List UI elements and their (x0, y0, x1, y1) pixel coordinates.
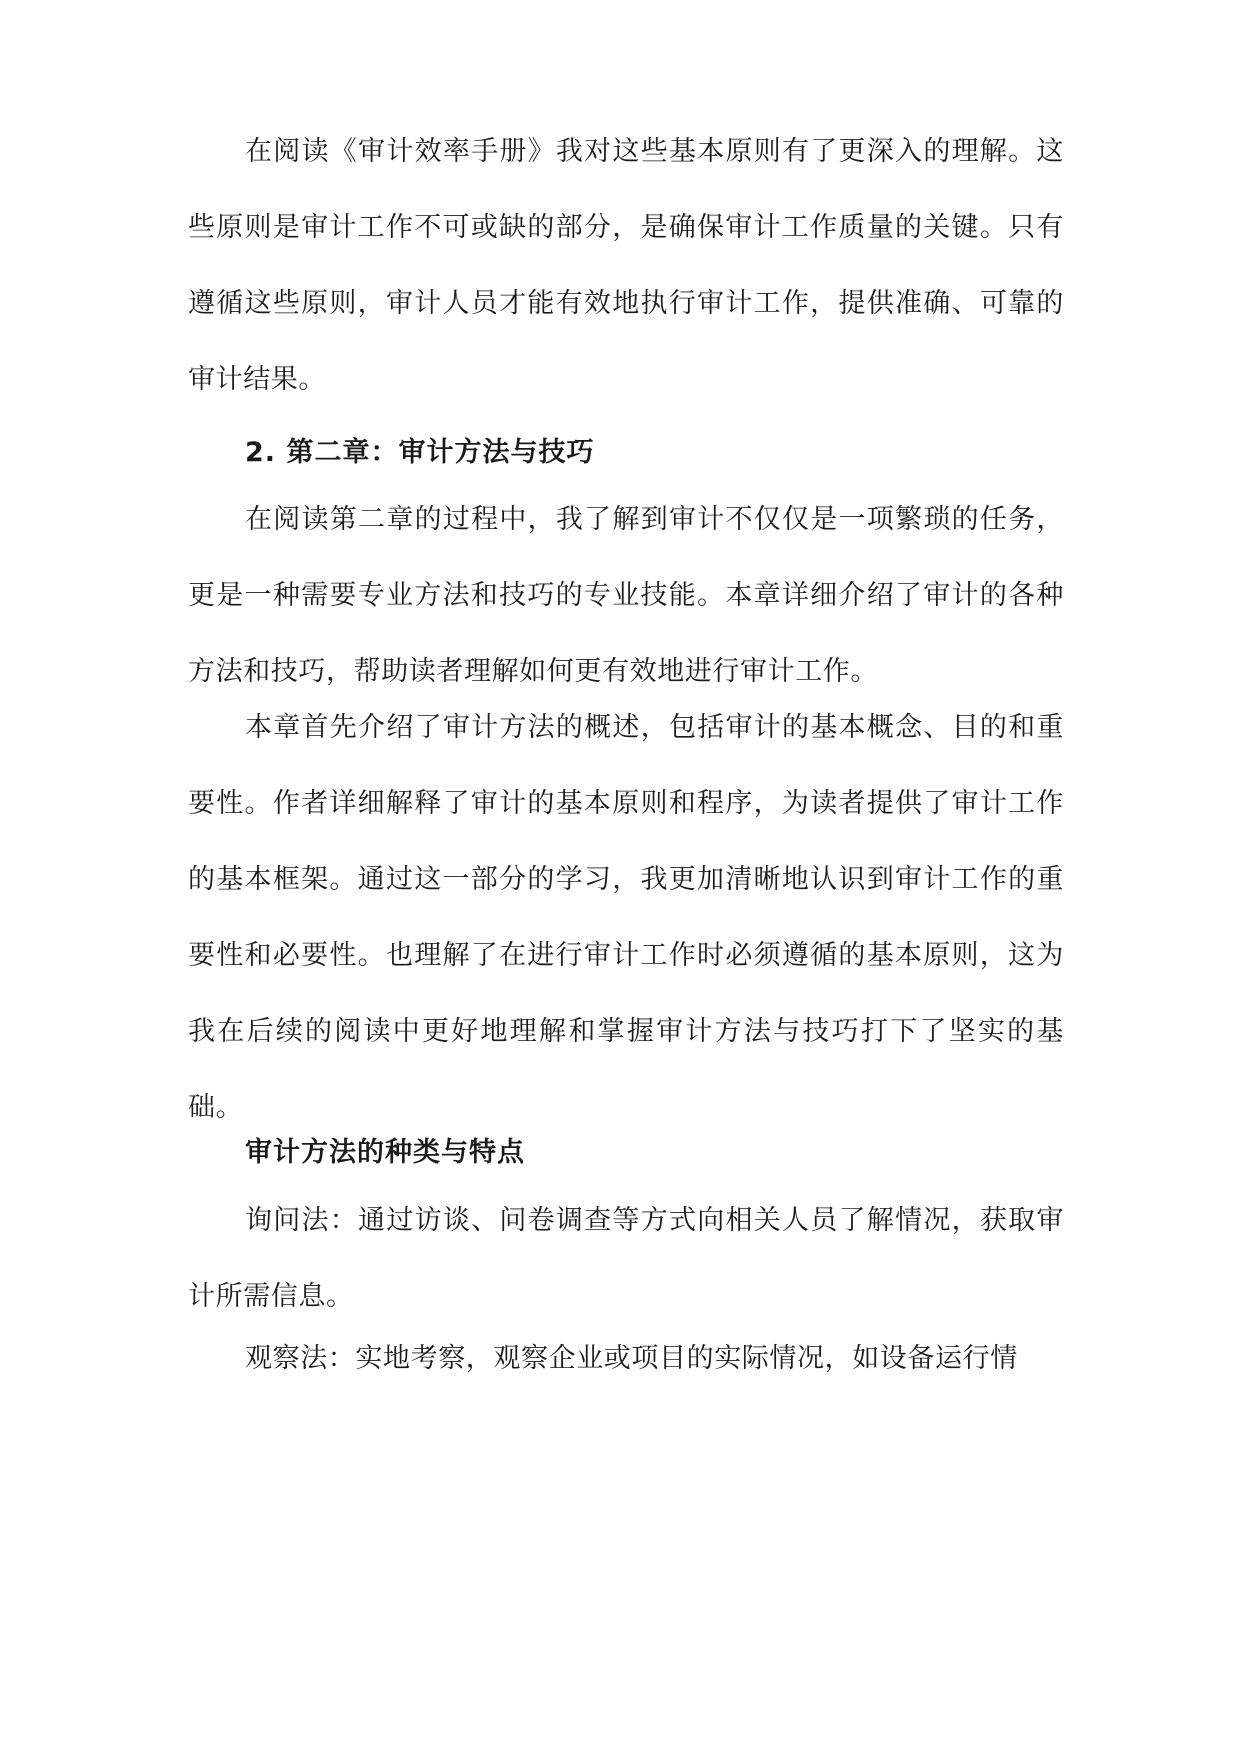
intro-paragraph: 在阅读《审计效率手册》我对这些基本原则有了更深入的理解。这些原则是审计工作不可或缺的部分，是确保审计工作质量的关键。只有遵循这些原则，审计人员才能有效地执行审计工作，提供准确、可靠的审计结果。 (188, 136, 1064, 395)
method-observation-paragraph: 观察法：实地考察，观察企业或项目的实际情况，如设备运行情 (245, 1343, 1018, 1374)
method-inquiry-paragraph: 询问法：通过访谈、问卷调查等方式向相关人员了解情况，获取审计所需信息。 (188, 1205, 1064, 1312)
chapter-paragraph-2: 本章首先介绍了审计方法的概述，包括审计的基本概念、目的和重要性。作者详细解释了审计的基本原则和程序，为读者提供了审计工作的基本框架。通过这一部分的学习，我更加清晰地认识到审计工作的重要性和必要性。也理解了在进行审计工作时必须遵循的基本原则，这为我在后续的阅读中更好地理解和掌握审计方法与技巧打下了坚实的基础。 (188, 712, 1064, 1123)
chapter-paragraph-1: 在阅读第二章的过程中，我了解到审计不仅仅是一项繁琐的任务，更是一种需要专业方法和技巧的专业技能。本章详细介绍了审计的各种方法和技巧，帮助读者理解如何更有效地进行审计工作。 (188, 504, 1064, 687)
section-heading: 审计方法的种类与特点 (245, 1137, 525, 1168)
chapter-heading: 2. 第二章：审计方法与技巧 (245, 437, 595, 468)
